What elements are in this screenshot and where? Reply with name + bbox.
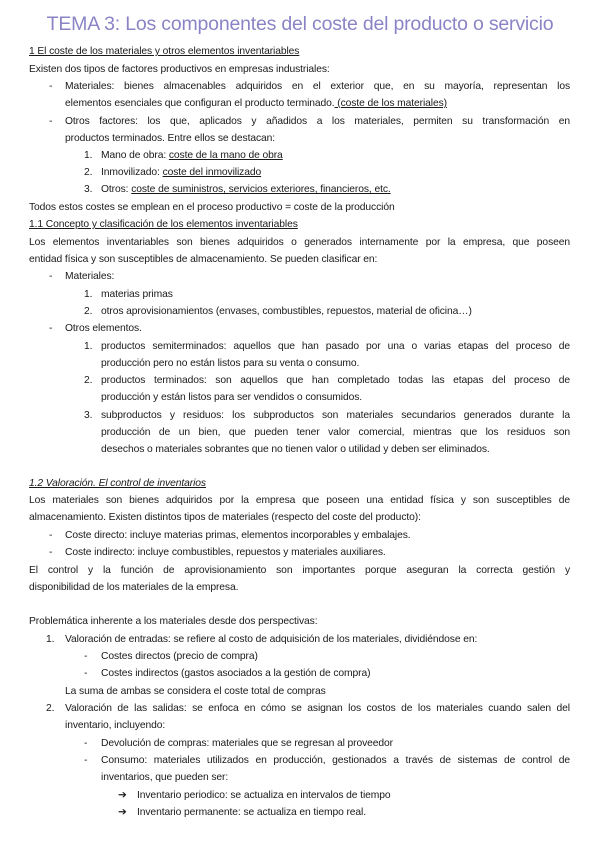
dash-bullet: - <box>49 547 53 558</box>
inventario-periodico-item: Inventario periodico: se actualiza en intervalos de tiempo <box>137 790 391 801</box>
dash-bullet: - <box>84 651 88 662</box>
otros-factores-line-2: productos terminados. Entre ellos se destacan: <box>65 133 276 144</box>
consumo-line-1: Consumo: materiales utilizados en producción, gestionados a través de sistemas de control de <box>101 755 570 766</box>
list-number: 3. <box>84 410 93 421</box>
otros-item: Otros: coste de suministros, servicios exteriores, financieros, etc. <box>101 184 391 195</box>
semiterminados-line-2: producción pero no están listos para su venta o consumo. <box>101 358 360 369</box>
control-line-1: El control y la función de aprovisionamiento son importantes porque aseguran la correcta gestión y <box>29 565 570 576</box>
otros-aprovisionamientos-item: otros aprovisionamientos (envases, combustibles, repuestos, material de oficina…) <box>101 306 472 317</box>
dash-bullet: - <box>49 530 53 541</box>
todos-costes-line: Todos estos costes se emplean en el proceso productivo = coste de la producción <box>29 202 395 213</box>
dash-bullet: - <box>84 755 88 766</box>
list-number: 1. <box>84 289 93 300</box>
subproductos-line-1: subproductos y residuos: los subproductos son materiales secundarios generados durante la <box>101 410 570 421</box>
inmovilizado-item: Inmovilizado: coste del inmovilizado <box>101 167 262 178</box>
valoracion-entradas-line: Valoración de entradas: se refiere al costo de adquisición de los materiales, dividiéndose en: <box>65 634 478 645</box>
dash-bullet: - <box>49 323 53 334</box>
dash-bullet: - <box>84 738 88 749</box>
coste-directo-item: Coste directo: incluye materias primas, elementos incorporables y embalajes. <box>65 530 411 541</box>
inventario-permanente-item: Inventario permanente: se actualiza en tiempo real. <box>137 807 367 818</box>
section-1-1-paragraph-line-1: Los elementos inventariables son bienes adquiridos o generados internamente por la empresa, que poseen <box>29 237 570 248</box>
costes-indirectos-item: Costes indirectos (gastos asociados a la gestión de compra) <box>101 668 371 679</box>
problematica-line: Problemática inherente a los materiales desde dos perspectivas: <box>29 616 318 627</box>
semiterminados-line-1: productos semiterminados: aquellos que han pasado por una o varias etapas del proceso de <box>101 341 570 352</box>
dash-bullet: - <box>49 271 53 282</box>
control-line-2: disponibilidad de los materiales de la empresa. <box>29 582 239 593</box>
consumo-line-2: inventarios, que pueden ser: <box>101 772 229 783</box>
valoracion-salidas-line-1: Valoración de las salidas: se enfoca en cómo se asignan los costos de los materiales cuando salen del <box>65 703 570 714</box>
mano-de-obra-item: Mano de obra: coste de la mano de obra <box>101 150 283 161</box>
list-number: 1. <box>46 634 55 645</box>
devolucion-item: Devolución de compras: materiales que se regresan al proveedor <box>101 738 393 749</box>
list-number: 1. <box>84 150 93 161</box>
coste-indirecto-item: Coste indirecto: incluye combustibles, repuestos y materiales auxiliares. <box>65 547 386 558</box>
section-1-1-heading: 1.1 Concepto y clasificación de los elementos inventariables <box>29 219 298 230</box>
section-1-intro: Existen dos tipos de factores productivos en empresas industriales: <box>29 64 330 75</box>
arrow-bullet-icon: ➔ <box>118 790 127 801</box>
section-1-1-paragraph-line-2: entidad física y son susceptibles de almacenamiento. Se pueden clasificar en: <box>29 254 378 265</box>
section-1-2-paragraph-line-2: almacenamiento. Existen distintos tipos de materiales (respecto del coste del producto): <box>29 512 421 523</box>
dash-bullet: - <box>84 668 88 679</box>
dash-bullet: - <box>49 116 53 127</box>
section-1-2-paragraph-line-1: Los materiales son bienes adquiridos por la empresa que poseen una entidad física y son susceptibles de <box>29 495 570 506</box>
list-number: 1. <box>84 341 93 352</box>
list-number: 2. <box>84 375 93 386</box>
section-1-2-heading: 1.2 Valoración. El control de inventarios <box>29 478 206 489</box>
otros-factores-line-1: Otros factores: los que, aplicados y añadidos a los materiales, permiten su transformación en <box>65 116 570 127</box>
suma-line: La suma de ambas se considera el coste total de compras <box>65 686 326 697</box>
subproductos-line-3: desechos o materiales sobrantes que no tienen valor o utilidad y deben ser eliminados. <box>101 444 490 455</box>
page-title: TEMA 3: Los componentes del coste del producto o servicio <box>46 13 554 35</box>
otros-elementos-label: Otros elementos. <box>65 323 142 334</box>
list-number: 2. <box>84 306 93 317</box>
terminados-line-1: productos terminados: son aquellos que han completado todas las etapas del proceso de <box>101 375 570 386</box>
arrow-bullet-icon: ➔ <box>118 807 127 818</box>
valoracion-salidas-line-2: inventario, incluyendo: <box>65 720 166 731</box>
section-1-heading: 1 El coste de los materiales y otros elementos inventariables <box>29 46 300 57</box>
costes-directos-item: Costes directos (precio de compra) <box>101 651 258 662</box>
list-number: 2. <box>84 167 93 178</box>
materiales-line-1: Materiales: bienes almacenables adquiridos en el exterior que, en su mayoría, representan los <box>65 81 570 92</box>
terminados-line-2: producción y están listos para ser vendidos o consumidos. <box>101 392 363 403</box>
materiales-line-2: elementos esenciales que configuran el producto terminado. (coste de los materiales) <box>65 98 447 109</box>
subproductos-line-2: producción de un bien, que pueden tener valor comercial, mientras que los residuos son <box>101 427 570 438</box>
list-number: 2. <box>46 703 55 714</box>
materias-primas-item: materias primas <box>101 289 173 300</box>
dash-bullet: - <box>49 81 53 92</box>
list-number: 3. <box>84 184 93 195</box>
materiales-label: Materiales: <box>65 271 115 282</box>
